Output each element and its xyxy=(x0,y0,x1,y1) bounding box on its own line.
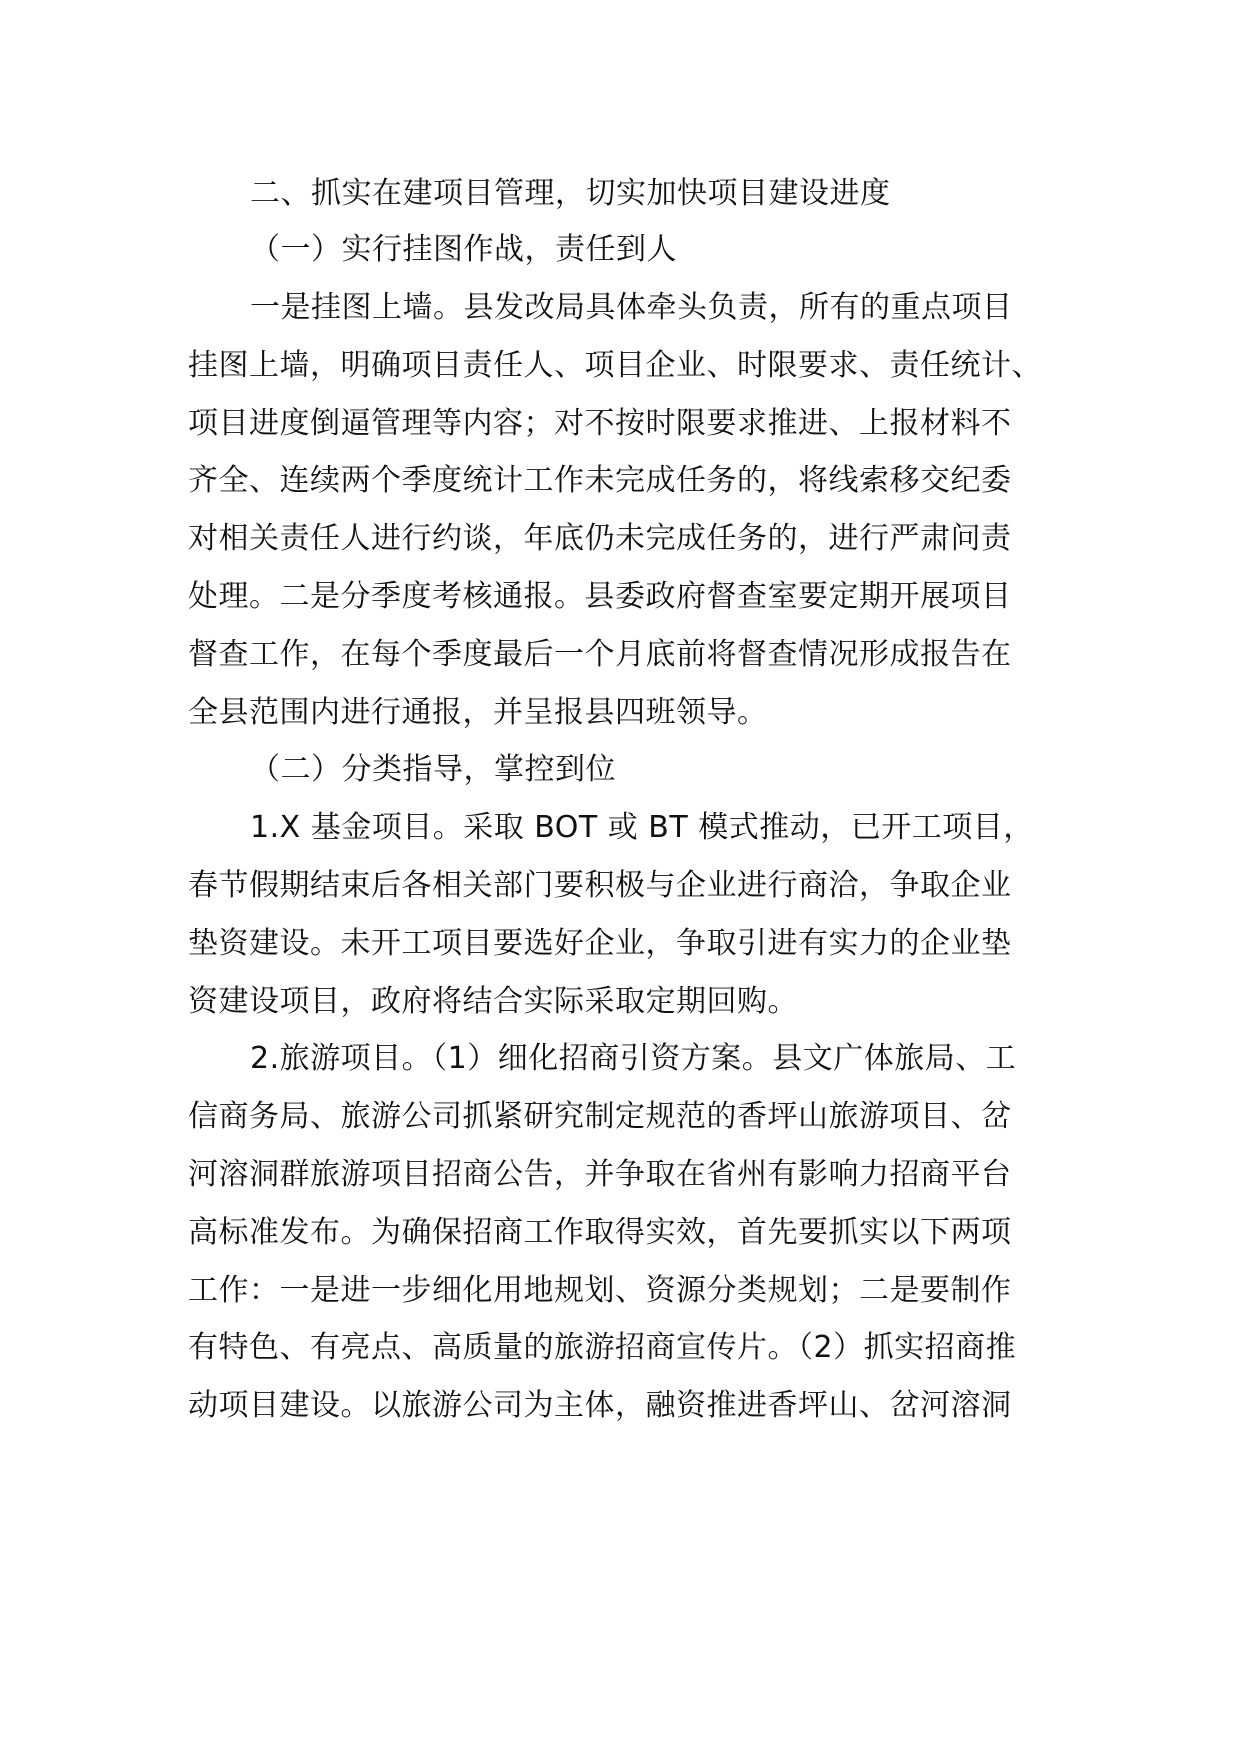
paragraph-line: 处理。二是分季度考核通报。县委政府督查室要定期开展项目 xyxy=(188,579,1012,614)
paragraph-line: 一是挂图上墙。县发改局具体牵头负责，所有的重点项目 xyxy=(250,290,1013,325)
paragraph-line: 齐全、连续两个季度统计工作未完成任务的，将线索移交纪委 xyxy=(188,463,1012,498)
paragraph-line: 挂图上墙，明确项目责任人、项目企业、时限要求、责任统计、 xyxy=(188,348,1042,383)
paragraph-line: 项目进度倒逼管理等内容；对不按时限要求推进、上报材料不 xyxy=(188,406,1012,441)
subsection-heading: （一）实行挂图作战，责任到人 xyxy=(250,232,677,267)
paragraph-line: 有特色、有亮点、高质量的旅游招商宣传片。（2）抓实招商推 xyxy=(188,1330,1017,1365)
section-heading: 二、抓实在建项目管理，切实加快项目建设进度 xyxy=(250,176,891,211)
paragraph-line: 对相关责任人进行约谈，年底仍未完成任务的，进行严肃问责 xyxy=(188,521,1012,556)
paragraph-line: 全县范围内进行通报，并呈报县四班领导。 xyxy=(188,695,768,730)
paragraph-line: 资建设项目，政府将结合实际采取定期回购。 xyxy=(188,984,798,1019)
paragraph-line: 督查工作，在每个季度最后一个月底前将督查情况形成报告在 xyxy=(188,637,1012,672)
paragraph-line: 垫资建设。未开工项目要选好企业，争取引进有实力的企业垫 xyxy=(188,926,1012,961)
paragraph-line: 高标准发布。为确保招商工作取得实效，首先要抓实以下两项 xyxy=(188,1215,1012,1250)
paragraph-line: 1.X 基金项目。采取 BOT 或 BT 模式推动，已开工项目， xyxy=(250,810,1034,845)
paragraph-line: 动项目建设。以旅游公司为主体，融资推进香坪山、岔河溶洞 xyxy=(188,1388,1012,1423)
paragraph-line: 春节假期结束后各相关部门要积极与企业进行商洽，争取企业 xyxy=(188,868,1012,903)
paragraph-line: 2.旅游项目。（1）细化招商引资方案。县文广体旅局、工 xyxy=(250,1041,1017,1076)
subsection-heading: （二）分类指导，掌控到位 xyxy=(250,752,616,787)
paragraph-line: 信商务局、旅游公司抓紧研究制定规范的香坪山旅游项目、岔 xyxy=(188,1099,1012,1134)
paragraph-line: 河溶洞群旅游项目招商公告，并争取在省州有影响力招商平台 xyxy=(188,1157,1012,1192)
paragraph-line: 工作：一是进一步细化用地规划、资源分类规划；二是要制作 xyxy=(188,1273,1012,1308)
